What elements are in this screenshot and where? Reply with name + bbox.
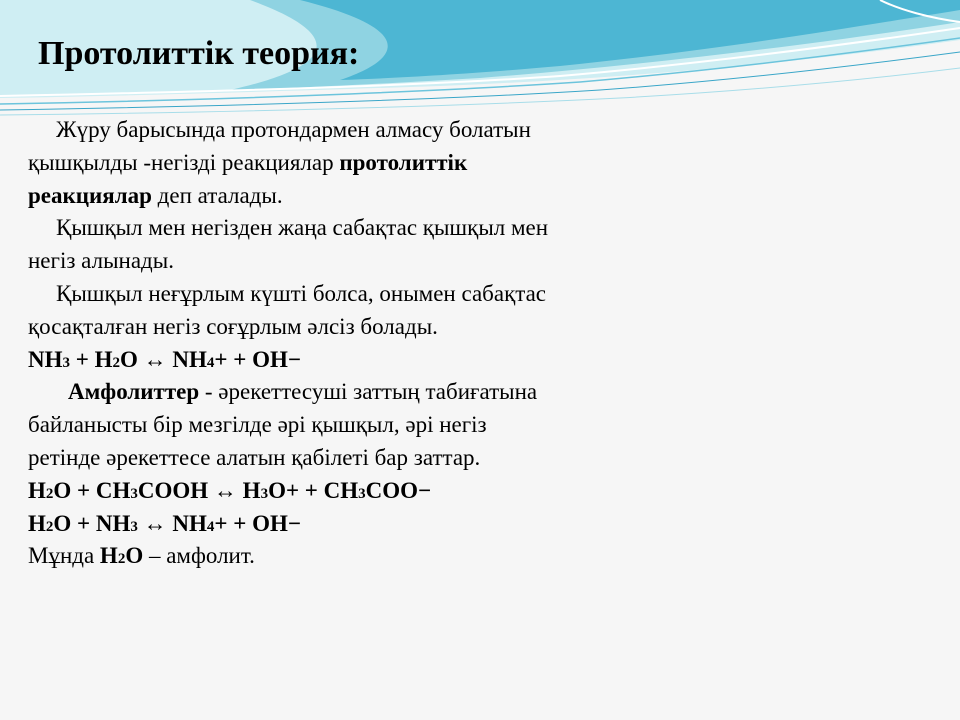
eq3-a-sub: 2 xyxy=(45,518,54,535)
eq1-a-sub: 3 xyxy=(62,354,70,371)
final-text2: – амфолит. xyxy=(143,543,255,569)
eq2-d: O+ + CH xyxy=(268,477,359,503)
eq2-d-sub: 3 xyxy=(358,485,366,502)
eq3-d: + + OH− xyxy=(214,510,301,536)
eq3-b-sub: 3 xyxy=(130,518,138,535)
eq2-b-sub: 3 xyxy=(130,485,138,502)
final-bold-sub: 2 xyxy=(117,551,126,568)
p1-line2-text: қышқылды -негізді реакциялар xyxy=(28,149,340,175)
eq2-e: COO− xyxy=(365,477,432,503)
p2-line2: негіз алынады. xyxy=(28,248,174,274)
eq3-c: ↔ NH xyxy=(137,510,207,536)
eq3-b: O + NH xyxy=(53,510,131,536)
p4-line1-bold: Амфолиттер xyxy=(68,379,200,405)
eq3-a: H xyxy=(28,510,46,536)
equation-1 xyxy=(28,344,688,377)
p1-line2-bold: протолиттік xyxy=(339,149,468,175)
p1-line3-bold: реакциялар xyxy=(28,182,152,208)
eq2-a-sub: 2 xyxy=(45,485,54,502)
p4-line1-text: - әрекеттесуші заттың табиғатына xyxy=(199,379,538,405)
p4-line2: байланысты бір мезгілде әрі қышқыл, әрі негіз xyxy=(28,412,487,438)
final-bold-b: O xyxy=(125,543,144,569)
p1-line1: Жүру барысында протондармен алмасу болатын xyxy=(56,117,531,142)
p3-line2: қосақталған негіз соғұрлым әлсіз болады. xyxy=(28,313,438,339)
eq2-a: H xyxy=(28,477,46,503)
eq1-d: + + OH− xyxy=(214,346,301,372)
eq1-b-sub: 2 xyxy=(112,354,120,371)
slide-title: Протолиттік теория: xyxy=(38,35,360,72)
eq1-c: O ↔ NH xyxy=(120,346,207,372)
p1-line3 xyxy=(28,180,688,213)
equation-3 xyxy=(28,508,688,541)
eq1-b: + H xyxy=(70,346,113,372)
p1-line2 xyxy=(28,147,688,180)
eq3-c-sub: 4 xyxy=(206,518,215,535)
p3-line1: Қышқыл неғұрлым күшті болса, онымен сабақтас xyxy=(56,280,547,306)
p1-line3-text: деп аталады. xyxy=(151,182,283,208)
eq2-c: COOH ↔ H xyxy=(137,477,261,503)
eq1-a: NH xyxy=(28,346,63,372)
final-text1: Мұнда xyxy=(28,543,100,569)
final-line xyxy=(28,540,688,573)
equation-2 xyxy=(28,475,688,508)
p4-line1 xyxy=(28,376,688,409)
final-bold-a: H xyxy=(99,543,118,569)
eq2-c-sub: 3 xyxy=(260,485,269,502)
eq2-b: O + CH xyxy=(53,477,131,503)
p4-line3: ретінде әрекеттесе алатын қабілеті бар заттар. xyxy=(28,444,481,470)
eq1-c-sub: 4 xyxy=(206,354,215,371)
p2-line1: Қышқыл мен негізден жаңа сабақтас қышқыл мен xyxy=(56,215,549,241)
slide-body xyxy=(28,114,688,573)
